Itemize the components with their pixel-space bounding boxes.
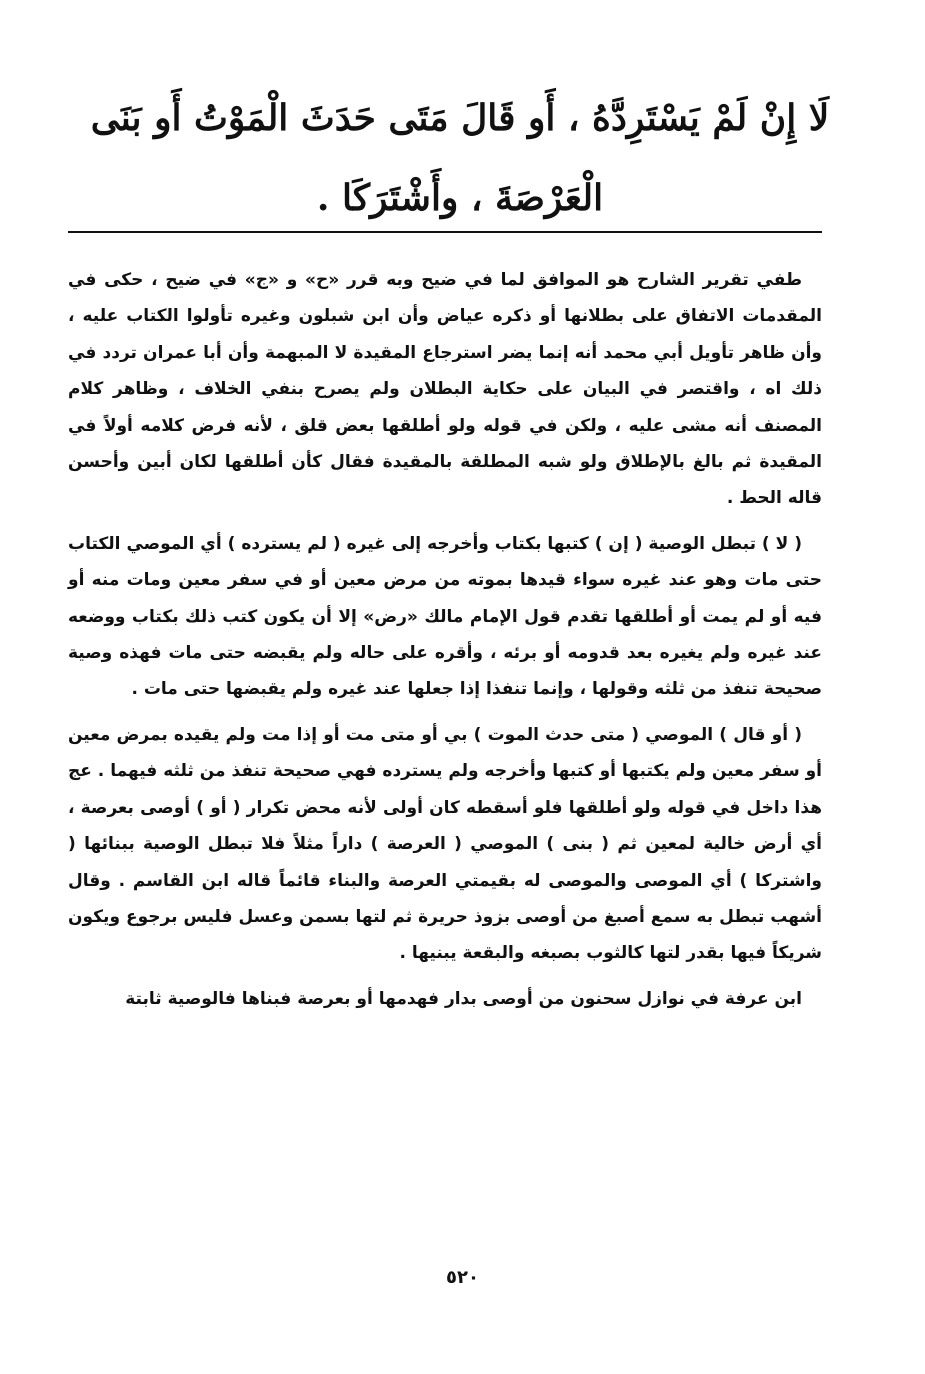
matn-text (90, 78, 830, 238)
commentary-text (68, 262, 822, 1026)
commentary-paragraph-4: ابن عرفة في نوازل سحنون من أوصى بدار فهدمها أو بعرصة فبناها فالوصية ثابتة (125, 988, 802, 1009)
commentary-paragraph-1: طفي تقرير الشارح هو الموافق لما في ضيح وبه قرر «ح» و «ج» في ضيح ، حكى في المقدمات الاتفاق على بطلانها أو ذكره عياض وأن ابن شبلون وغيره تأولوا الكتاب عليه ، وأن ظاهر تأويل أبي محمد أنه إنما يضر استرجاع المقيدة لا المبهمة وأن أبا عمران تردد في ذلك اه ، واقتصر في البيان على حكاية البطلان ولم يصرح بنفي الخلاف ، وظاهر كلام المصنف أنه مشى عليه ، ولكن في قوله ولو أطلقها بعض قلق ، لأنه فرض كلامه أولاً في المقيدة ثم بالغ بالإطلاق ولو شبه المطلقة بالمقيدة فقال كأن أطلقها لكان أبين وأحسن قاله الحط . (68, 270, 822, 509)
commentary-paragraph-2: ( لا ) تبطل الوصية ( إن ) كتبها بكتاب وأخرجه إلى غيره ( لم يسترده ) أي الموصي الكتاب حتى مات وهو عند غيره سواء قيدها بموته من مرض معين أو في سفر معين ومات منه أو فيه أو لم يمت أو أطلقها تقدم قول الإمام مالك «رض» إلا أن يكون كتب ذلك بكتاب ووضعه عند غيره ولم يغيره بعد قدومه أو برئه ، وأقره على حاله ولم يقبضه حتى مات فهذه وصية صحيحة تنفذ من ثلثه وقولها ، وإنما تنفذا إذا جعلها عند غيره ولم يقبضها حتى مات . (68, 533, 822, 700)
matn-line-2: الْعَرْصَةَ ، وأَشْتَرَكَا . (316, 177, 604, 219)
matn-line-1: لَا إِنْ لَمْ يَسْتَرِدَّهُ ، أَو قَالَ مَتَى حَدَثَ الْمَوْتُ أَو بَنَى (90, 97, 830, 139)
page-number: ٥٢٠ (446, 1267, 479, 1288)
commentary-paragraph-3: ( أو قال ) الموصي ( متى حدث الموت ) بي أو متى مت أو إذا مت ولم يقيده بمرض معين أو سفر معين ولم يكتبها أو كتبها وأخرجه ولم يسترده فهي صحيحة تنفذ من ثلثه فيهما . عج هذا داخل في قوله ولو أطلقها فلو أسقطه كان أولى لأنه محض تكرار ( أو ) أوصى بعرصة ، أي أرض خالية لمعين ثم ( بنى ) الموصي ( العرصة ) داراً مثلاً فلا تبطل الوصية ببنائها ( واشتركا ) أي الموصى والموصى له بقيمتي العرصة والبناء قائماً قاله ابن القاسم . وقال أشهب تبطل به سمع أصبغ من أوصى بزوذ حريرة ثم لتها بسمن وعسل فليس برجوع ويكون شريكاً فيها بقدر لتها كالثوب بصبغه والبقعة يبنيها . (68, 724, 822, 964)
separator-rule (68, 231, 822, 233)
